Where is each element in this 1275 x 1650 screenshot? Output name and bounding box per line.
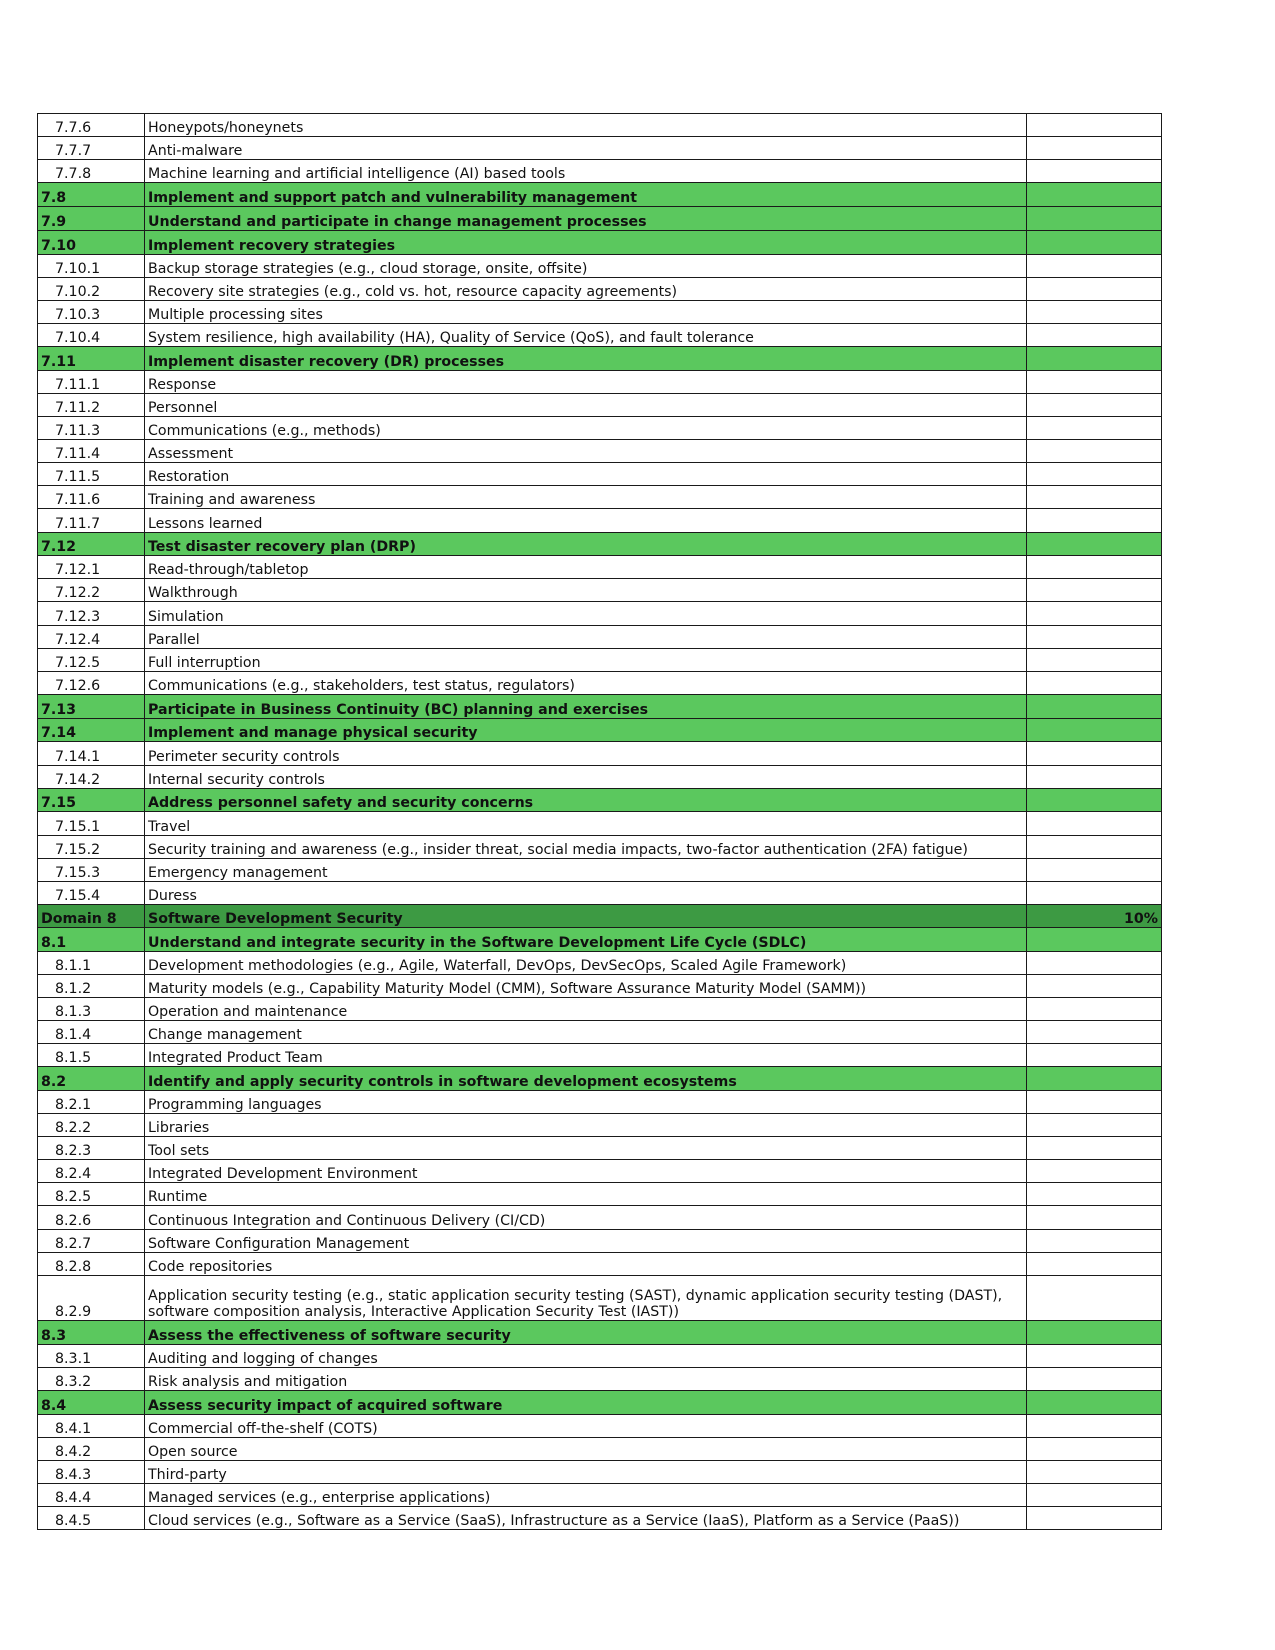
section-row	[38, 230, 1162, 254]
weight-cell	[1027, 207, 1162, 231]
weight-cell	[1027, 183, 1162, 207]
objective-id: 8.4.1	[38, 1414, 145, 1437]
objective-id: 8.2.4	[38, 1160, 145, 1183]
table-row	[38, 648, 1162, 671]
objective-id: 7.12.4	[38, 625, 145, 648]
objective-text: Change management	[145, 1020, 1027, 1043]
objectives-table-body	[38, 114, 1162, 1530]
objective-id: 7.7.7	[38, 137, 145, 160]
weight-cell	[1027, 1367, 1162, 1390]
weight-cell	[1027, 1206, 1162, 1229]
weight-cell	[1027, 1344, 1162, 1367]
objective-id: 8.4.2	[38, 1437, 145, 1460]
table-row	[38, 1344, 1162, 1367]
objective-id: 7.11.3	[38, 417, 145, 440]
weight-cell	[1027, 1114, 1162, 1137]
objective-text: Perimeter security controls	[145, 742, 1027, 765]
weight-cell	[1027, 509, 1162, 532]
objective-text: Implement and support patch and vulnerability management	[145, 183, 1027, 207]
table-row	[38, 1252, 1162, 1275]
objective-id: Domain 8	[38, 904, 145, 927]
table-row	[38, 1090, 1162, 1113]
section-row	[38, 532, 1162, 556]
objective-text: Assess security impact of acquired software	[145, 1390, 1027, 1414]
weight-cell	[1027, 1320, 1162, 1344]
objective-id: 8.4	[38, 1390, 145, 1414]
objective-text: Implement recovery strategies	[145, 230, 1027, 254]
weight-cell	[1027, 1483, 1162, 1506]
table-row	[38, 370, 1162, 393]
objective-id: 7.10.1	[38, 254, 145, 277]
objective-text: Libraries	[145, 1114, 1027, 1137]
domain-row	[38, 904, 1162, 927]
table-row	[38, 974, 1162, 997]
objective-text: Commercial off-the-shelf (COTS)	[145, 1414, 1027, 1437]
objective-id: 8.2.7	[38, 1229, 145, 1252]
objective-id: 7.9	[38, 207, 145, 231]
table-row	[38, 1020, 1162, 1043]
objective-id: 7.10.4	[38, 323, 145, 346]
table-row	[38, 486, 1162, 509]
objective-text: Assess the effectiveness of software security	[145, 1320, 1027, 1344]
objective-id: 7.11.2	[38, 393, 145, 416]
objective-text: Security training and awareness (e.g., insider threat, social media impacts, two-factor authentication (2FA) fatigue)	[145, 835, 1027, 858]
objective-id: 7.7.8	[38, 160, 145, 183]
objective-id: 7.14	[38, 718, 145, 742]
objective-text: Implement and manage physical security	[145, 718, 1027, 742]
objective-text: Maturity models (e.g., Capability Maturity Model (CMM), Software Assurance Maturity Model (SAMM))	[145, 974, 1027, 997]
objective-id: 7.15.4	[38, 881, 145, 904]
table-row	[38, 671, 1162, 694]
weight-cell	[1027, 532, 1162, 556]
objective-text: Communications (e.g., methods)	[145, 417, 1027, 440]
table-row	[38, 114, 1162, 137]
objective-id: 8.1.1	[38, 951, 145, 974]
objective-text: Implement disaster recovery (DR) processes	[145, 347, 1027, 371]
objective-text: Programming languages	[145, 1090, 1027, 1113]
objective-text: Internal security controls	[145, 765, 1027, 788]
weight-cell	[1027, 370, 1162, 393]
objective-text: Managed services (e.g., enterprise applications)	[145, 1483, 1027, 1506]
weight-cell	[1027, 1044, 1162, 1067]
table-row	[38, 1206, 1162, 1229]
weight-cell	[1027, 1275, 1162, 1320]
objective-id: 7.11.4	[38, 440, 145, 463]
objective-text: Read-through/tabletop	[145, 556, 1027, 579]
objective-text: Integrated Product Team	[145, 1044, 1027, 1067]
table-row	[38, 556, 1162, 579]
objective-text: Understand and integrate security in the Software Development Life Cycle (SDLC)	[145, 927, 1027, 951]
table-row	[38, 254, 1162, 277]
objective-id: 8.3.2	[38, 1367, 145, 1390]
objective-id: 7.15.2	[38, 835, 145, 858]
weight-cell	[1027, 556, 1162, 579]
table-row	[38, 440, 1162, 463]
objective-text: Code repositories	[145, 1252, 1027, 1275]
objective-text: Cloud services (e.g., Software as a Service (SaaS), Infrastructure as a Service (IaaS), Platform as a Service (PaaS))	[145, 1506, 1027, 1529]
weight-cell	[1027, 997, 1162, 1020]
objective-text: Lessons learned	[145, 509, 1027, 532]
objective-id: 8.3	[38, 1320, 145, 1344]
objective-id: 8.2.1	[38, 1090, 145, 1113]
objective-id: 7.11.6	[38, 486, 145, 509]
weight-cell	[1027, 347, 1162, 371]
table-row	[38, 765, 1162, 788]
table-row	[38, 323, 1162, 346]
weight-cell	[1027, 160, 1162, 183]
table-row	[38, 1114, 1162, 1137]
objective-id: 7.11.1	[38, 370, 145, 393]
objective-text: Honeypots/honeynets	[145, 114, 1027, 137]
objective-text: Auditing and logging of changes	[145, 1344, 1027, 1367]
objective-text: Tool sets	[145, 1137, 1027, 1160]
objective-text: Backup storage strategies (e.g., cloud storage, onsite, offsite)	[145, 254, 1027, 277]
weight-cell	[1027, 1390, 1162, 1414]
table-row	[38, 1160, 1162, 1183]
section-row	[38, 347, 1162, 371]
table-row	[38, 393, 1162, 416]
objective-text: Operation and maintenance	[145, 997, 1027, 1020]
objective-text: Walkthrough	[145, 579, 1027, 602]
objective-text: Duress	[145, 881, 1027, 904]
objective-text: Communications (e.g., stakeholders, test status, regulators)	[145, 671, 1027, 694]
weight-cell	[1027, 625, 1162, 648]
objective-text: System resilience, high availability (HA), Quality of Service (QoS), and fault tolerance	[145, 323, 1027, 346]
objective-id: 8.2.6	[38, 1206, 145, 1229]
section-row	[38, 1067, 1162, 1091]
table-row	[38, 881, 1162, 904]
objective-text: Recovery site strategies (e.g., cold vs. hot, resource capacity agreements)	[145, 277, 1027, 300]
weight-cell	[1027, 1506, 1162, 1529]
objective-text: Understand and participate in change management processes	[145, 207, 1027, 231]
objective-id: 8.2.5	[38, 1183, 145, 1206]
objective-text: Travel	[145, 812, 1027, 835]
objective-id: 7.15.1	[38, 812, 145, 835]
table-row	[38, 417, 1162, 440]
objective-text: Anti-malware	[145, 137, 1027, 160]
objective-id: 7.8	[38, 183, 145, 207]
objective-text: Software Configuration Management	[145, 1229, 1027, 1252]
objective-id: 8.1.2	[38, 974, 145, 997]
objective-text: Test disaster recovery plan (DRP)	[145, 532, 1027, 556]
objective-id: 8.1.5	[38, 1044, 145, 1067]
objective-text: Risk analysis and mitigation	[145, 1367, 1027, 1390]
table-row	[38, 1367, 1162, 1390]
weight-cell: 10%	[1027, 904, 1162, 927]
objectives-table	[37, 113, 1162, 1530]
objective-text: Assessment	[145, 440, 1027, 463]
table-row	[38, 509, 1162, 532]
objective-id: 7.7.6	[38, 114, 145, 137]
table-row	[38, 1483, 1162, 1506]
objective-text: Emergency management	[145, 858, 1027, 881]
table-row	[38, 1137, 1162, 1160]
weight-cell	[1027, 835, 1162, 858]
weight-cell	[1027, 1252, 1162, 1275]
objective-id: 7.12.6	[38, 671, 145, 694]
weight-cell	[1027, 788, 1162, 812]
section-row	[38, 694, 1162, 718]
objective-text: Participate in Business Continuity (BC) planning and exercises	[145, 694, 1027, 718]
objective-text: Training and awareness	[145, 486, 1027, 509]
table-row	[38, 1460, 1162, 1483]
objective-id: 8.4.4	[38, 1483, 145, 1506]
section-row	[38, 1390, 1162, 1414]
table-row	[38, 997, 1162, 1020]
objective-text: Personnel	[145, 393, 1027, 416]
objective-id: 7.15.3	[38, 858, 145, 881]
objective-id: 8.4.3	[38, 1460, 145, 1483]
table-row	[38, 579, 1162, 602]
objective-text: Identify and apply security controls in software development ecosystems	[145, 1067, 1027, 1091]
objective-id: 7.15	[38, 788, 145, 812]
objective-text: Development methodologies (e.g., Agile, Waterfall, DevOps, DevSecOps, Scaled Agile Framework)	[145, 951, 1027, 974]
weight-cell	[1027, 648, 1162, 671]
table-row	[38, 625, 1162, 648]
objective-id: 7.13	[38, 694, 145, 718]
table-row	[38, 1414, 1162, 1437]
section-row	[38, 1320, 1162, 1344]
objective-text: Software Development Security	[145, 904, 1027, 927]
table-row	[38, 1506, 1162, 1529]
objective-id: 7.12	[38, 532, 145, 556]
objective-id: 8.2.3	[38, 1137, 145, 1160]
objective-text: Open source	[145, 1437, 1027, 1460]
objective-text: Full interruption	[145, 648, 1027, 671]
weight-cell	[1027, 393, 1162, 416]
table-row	[38, 812, 1162, 835]
weight-cell	[1027, 463, 1162, 486]
objective-id: 8.1.4	[38, 1020, 145, 1043]
objective-text: Continuous Integration and Continuous Delivery (CI/CD)	[145, 1206, 1027, 1229]
weight-cell	[1027, 881, 1162, 904]
table-row	[38, 137, 1162, 160]
table-row	[38, 463, 1162, 486]
weight-cell	[1027, 718, 1162, 742]
table-row	[38, 951, 1162, 974]
table-row	[38, 1275, 1162, 1320]
table-row	[38, 742, 1162, 765]
weight-cell	[1027, 1183, 1162, 1206]
section-row	[38, 183, 1162, 207]
weight-cell	[1027, 927, 1162, 951]
objective-text: Restoration	[145, 463, 1027, 486]
objective-text: Simulation	[145, 602, 1027, 625]
weight-cell	[1027, 1067, 1162, 1091]
section-row	[38, 718, 1162, 742]
objective-id: 7.12.2	[38, 579, 145, 602]
objective-id: 7.11.5	[38, 463, 145, 486]
weight-cell	[1027, 812, 1162, 835]
table-row	[38, 602, 1162, 625]
objective-id: 8.4.5	[38, 1506, 145, 1529]
table-row	[38, 300, 1162, 323]
weight-cell	[1027, 323, 1162, 346]
weight-cell	[1027, 1090, 1162, 1113]
weight-cell	[1027, 671, 1162, 694]
weight-cell	[1027, 1414, 1162, 1437]
table-row	[38, 160, 1162, 183]
objective-id: 8.1.3	[38, 997, 145, 1020]
objective-id: 7.10.3	[38, 300, 145, 323]
weight-cell	[1027, 254, 1162, 277]
weight-cell	[1027, 694, 1162, 718]
weight-cell	[1027, 1229, 1162, 1252]
objective-text: Machine learning and artificial intelligence (AI) based tools	[145, 160, 1027, 183]
objective-text: Integrated Development Environment	[145, 1160, 1027, 1183]
objective-id: 7.12.1	[38, 556, 145, 579]
objective-id: 8.2	[38, 1067, 145, 1091]
weight-cell	[1027, 579, 1162, 602]
objective-id: 8.2.9	[38, 1275, 145, 1320]
objective-id: 7.12.5	[38, 648, 145, 671]
objective-id: 8.2.2	[38, 1114, 145, 1137]
weight-cell	[1027, 137, 1162, 160]
section-row	[38, 207, 1162, 231]
weight-cell	[1027, 765, 1162, 788]
objective-id: 7.11.7	[38, 509, 145, 532]
weight-cell	[1027, 1020, 1162, 1043]
objective-text: Runtime	[145, 1183, 1027, 1206]
objective-text: Response	[145, 370, 1027, 393]
weight-cell	[1027, 974, 1162, 997]
objective-id: 7.10.2	[38, 277, 145, 300]
weight-cell	[1027, 486, 1162, 509]
table-row	[38, 858, 1162, 881]
objective-id: 8.1	[38, 927, 145, 951]
weight-cell	[1027, 602, 1162, 625]
weight-cell	[1027, 440, 1162, 463]
objective-text: Application security testing (e.g., static application security testing (SAST), dynamic application security testing (DAST), software composition analysis, Interactive Application Security Test (IAST))	[145, 1275, 1027, 1320]
weight-cell	[1027, 300, 1162, 323]
weight-cell	[1027, 114, 1162, 137]
objective-id: 8.2.8	[38, 1252, 145, 1275]
weight-cell	[1027, 1160, 1162, 1183]
objective-id: 8.3.1	[38, 1344, 145, 1367]
weight-cell	[1027, 858, 1162, 881]
weight-cell	[1027, 951, 1162, 974]
section-row	[38, 927, 1162, 951]
objective-id: 7.11	[38, 347, 145, 371]
weight-cell	[1027, 1460, 1162, 1483]
table-row	[38, 835, 1162, 858]
weight-cell	[1027, 277, 1162, 300]
table-row	[38, 1229, 1162, 1252]
objective-id: 7.12.3	[38, 602, 145, 625]
objective-text: Third-party	[145, 1460, 1027, 1483]
objective-text: Parallel	[145, 625, 1027, 648]
table-row	[38, 1044, 1162, 1067]
objective-id: 7.10	[38, 230, 145, 254]
objective-id: 7.14.2	[38, 765, 145, 788]
objective-id: 7.14.1	[38, 742, 145, 765]
section-row	[38, 788, 1162, 812]
objective-text: Address personnel safety and security concerns	[145, 788, 1027, 812]
weight-cell	[1027, 1137, 1162, 1160]
table-row	[38, 1437, 1162, 1460]
weight-cell	[1027, 1437, 1162, 1460]
objective-text: Multiple processing sites	[145, 300, 1027, 323]
weight-cell	[1027, 417, 1162, 440]
weight-cell	[1027, 742, 1162, 765]
weight-cell	[1027, 230, 1162, 254]
table-row	[38, 277, 1162, 300]
table-row	[38, 1183, 1162, 1206]
